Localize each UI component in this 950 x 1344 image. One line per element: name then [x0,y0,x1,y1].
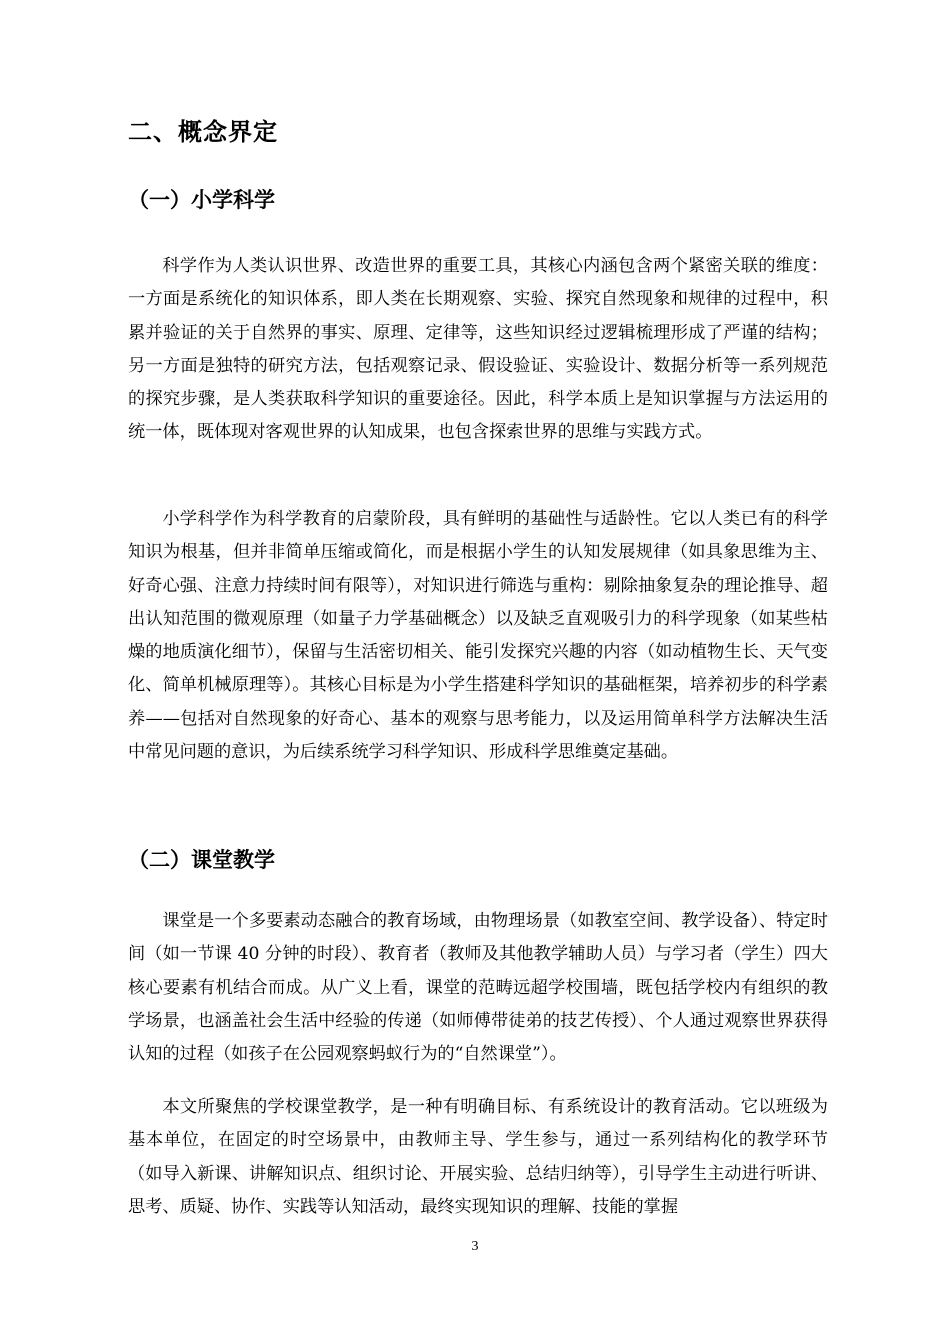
section-title: 二、概念界定 [128,118,278,146]
paragraph: 科学作为人类认识世界、改造世界的重要工具，其核心内涵包含两个紧密关联的维度：一方面是系统化的知识体系，即人类在长期观察、实验、探究自然现象和规律的过程中，积累并验证的关于自然界的事实、原理、定律等，这些知识经过逻辑梳理形成了严谨的结构；另一方面是独特的研究方法，包括观察记录、假设验证、实验设计、数据分析等一系列规范的探究步骤，是人类获取科学知识的重要途径。因此，科学本质上是知识掌握与方法运用的统一体，既体现对客观世界的认知成果，也包含探索世界的思维与实践方式。 [128,256,828,443]
subsection-title-classroom-teaching: （二）课堂教学 [128,848,275,872]
paragraph: 课堂是一个多要素动态融合的教育场域，由物理场景（如教室空间、教学设备）、特定时间（如一节课 40 分钟的时段）、教育者（教师及其他教学辅助人员）与学习者（学生）四大核心要素有机结合而成。从广义上看，课堂的范畴远超学校围墙，既包括学校内有组织的教学场景，也涵盖社会生活中经验的传递（如师傅带徒弟的技艺传授）、个人通过观察世界获得认知的过程（如孩子在公园观察蚂蚁行为的“自然课堂”）。 [128,911,828,1065]
paragraph: 本文所聚焦的学校课堂教学，是一种有明确目标、有系统设计的教育活动。它以班级为基本单位，在固定的时空场景中，由教师主导、学生参与，通过一系列结构化的教学环节（如导入新课、讲解知识点、组织讨论、开展实验、总结归纳等），引导学生主动进行听讲、思考、质疑、协作、实践等认知活动，最终实现知识的理解、技能的掌握 [128,1097,828,1217]
page-number: 3 [471,1239,479,1254]
paragraph: 小学科学作为科学教育的启蒙阶段，具有鲜明的基础性与适龄性。它以人类已有的科学知识为根基，但并非简单压缩或简化，而是根据小学生的认知发展规律（如具象思维为主、好奇心强、注意力持续时间有限等），对知识进行筛选与重构：剔除抽象复杂的理论推导、超出认知范围的微观原理（如量子力学基础概念）以及缺乏直观吸引力的科学现象（如某些枯燥的地质演化细节），保留与生活密切相关、能引发探究兴趣的内容（如动植物生长、天气变化、简单机械原理等）。其核心目标是为小学生搭建科学知识的基础框架，培养初步的科学素养——包括对自然现象的好奇心、基本的观察与思考能力，以及运用简单科学方法解决生活中常见问题的意识，为后续系统学习科学知识、形成科学思维奠定基础。 [128,509,828,763]
subsection-title-primary-science: （一）小学科学 [128,188,275,212]
